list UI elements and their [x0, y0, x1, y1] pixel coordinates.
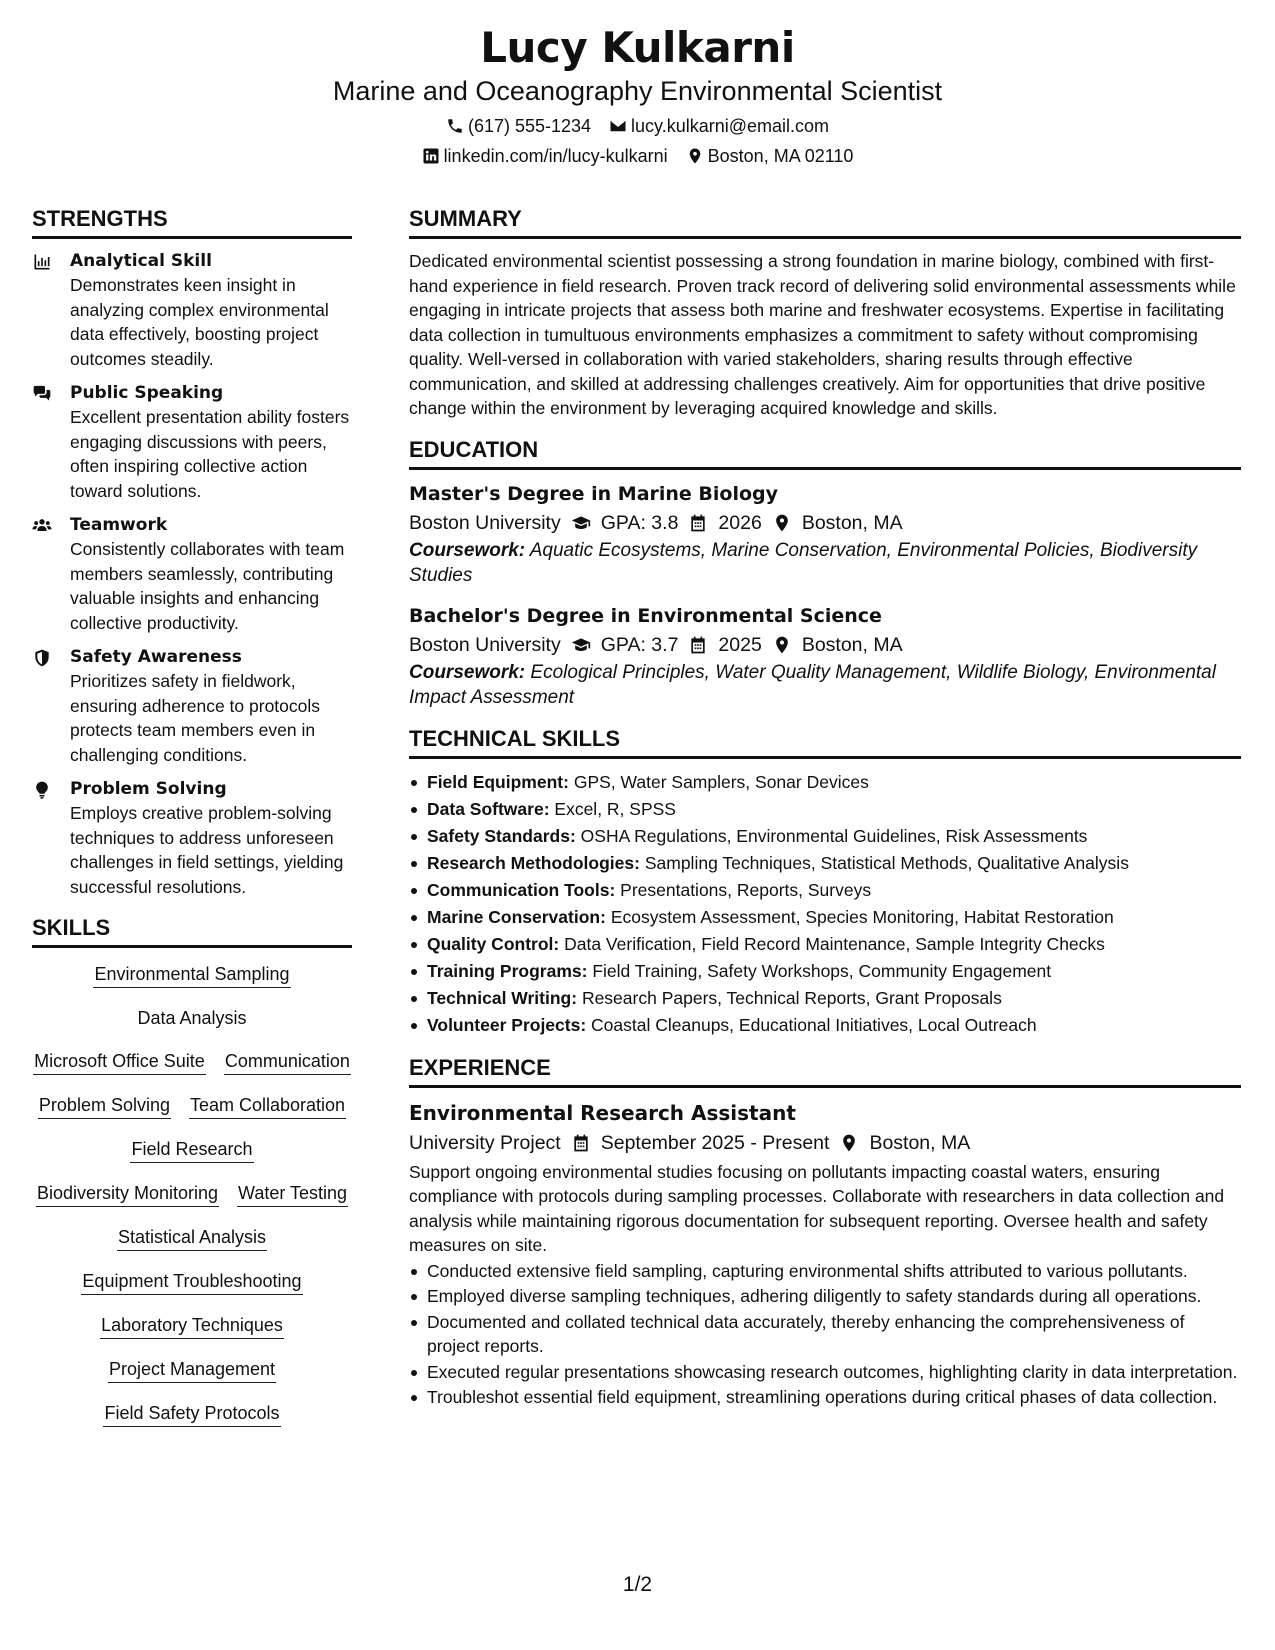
technical-skills-list: [409, 769, 1241, 1039]
school-name: Boston University: [409, 511, 561, 534]
calendar-icon: [688, 513, 708, 533]
education-entry: [409, 480, 1241, 588]
gpa-text: GPA: 3.7: [600, 633, 679, 656]
year-text: 2025: [718, 633, 762, 656]
candidate-title: Marine and Oceanography Environmental Scientist: [332, 76, 943, 106]
page-number: 1/2: [622, 1573, 653, 1596]
resume-header: [0, 22, 1275, 169]
technical-skill-value: GPS, Water Samplers, Sonar Devices: [573, 771, 869, 792]
calendar-icon: [571, 1133, 591, 1153]
technical-skill-item: [409, 823, 1241, 850]
email-contact[interactable]: [609, 113, 829, 139]
job-bullet: Documented and collated technical data accurately, thereby enhancing the comprehensiveness of project reports.: [409, 1310, 1241, 1359]
strength-title: Safety Awareness: [70, 647, 242, 667]
strength-description: Demonstrates keen insight in analyzing complex environmental data effectively, boosting project outcomes steadily.: [70, 275, 329, 369]
strength-item: [32, 513, 352, 635]
strength-description: Prioritizes safety in fieldwork, ensuring adherence to protocols protects team members even in challenging conditions.: [70, 671, 321, 765]
map-pin-icon: [772, 513, 792, 533]
skill-tag: Field Safety Protocols: [103, 1401, 280, 1427]
school-name: Boston University: [409, 633, 561, 656]
job-meta: [409, 1128, 1241, 1158]
coursework: [409, 660, 1241, 710]
technical-skill-value: Excel, R, SPSS: [554, 798, 676, 819]
technical-skill-label: Field Equipment:: [427, 771, 569, 792]
job-bullets: [409, 1259, 1241, 1410]
strength-description: Excellent presentation ability fosters engaging discussions with peers, often inspiring collective action toward solutions.: [70, 407, 350, 501]
graduation-cap-icon: [571, 513, 591, 533]
skill-tag: Equipment Troubleshooting: [81, 1269, 302, 1295]
technical-skill-item: [409, 904, 1241, 931]
bar-chart-icon: [32, 252, 52, 272]
experience-heading: EXPERIENCE: [409, 1053, 1241, 1088]
technical-skill-value: OSHA Regulations, Environmental Guidelines, Risk Assessments: [580, 825, 1088, 846]
location-text: Boston, MA 02110: [707, 146, 854, 166]
technical-skill-value: Coastal Cleanups, Educational Initiatives, Local Outreach: [591, 1014, 1037, 1035]
candidate-name: Lucy Kulkarni: [480, 23, 795, 72]
calendar-icon: [688, 635, 708, 655]
lightbulb-icon: [32, 780, 52, 800]
strength-item: [32, 249, 352, 371]
education-entry: [409, 602, 1241, 710]
technical-skill-item: [409, 877, 1241, 904]
technical-skill-value: Field Training, Safety Workshops, Community Engagement: [592, 960, 1052, 981]
year-text: 2026: [718, 511, 762, 534]
technical-skill-label: Research Methodologies:: [427, 852, 640, 873]
technical-skill-label: Marine Conservation:: [427, 906, 606, 927]
skills-heading: SKILLS: [32, 913, 352, 948]
edu-location: Boston, MA: [801, 511, 903, 534]
coursework-label: Coursework:: [409, 539, 526, 561]
job-description: Support ongoing environmental studies focusing on pollutants impacting coastal waters, ensuring compliance with protocols during sampling processes. Collaborate with researchers in data collection and analysis while maintaining rigorous documentation for subsequent reporting. Oversee health and safety measures on site.: [409, 1161, 1225, 1255]
phone-icon: [446, 117, 464, 135]
left-column: [32, 204, 352, 1427]
skill-tag: Water Testing: [237, 1181, 348, 1207]
strength-title: Teamwork: [70, 515, 168, 535]
graduation-cap-icon: [571, 635, 591, 655]
skill-tag: Laboratory Techniques: [100, 1313, 284, 1339]
technical-skill-item: [409, 985, 1241, 1012]
coursework: [409, 538, 1241, 588]
education-heading: EDUCATION: [409, 435, 1241, 470]
strength-title: Problem Solving: [70, 779, 227, 799]
skill-tag: Data Analysis: [137, 1008, 247, 1028]
technical-skills-heading: TECHNICAL SKILLS: [409, 724, 1241, 759]
skill-tag: Project Management: [108, 1357, 276, 1383]
strength-item: [32, 645, 352, 767]
skill-tag: Environmental Sampling: [93, 962, 290, 988]
technical-skill-label: Training Programs:: [427, 960, 588, 981]
contact-row-1: [0, 113, 1275, 139]
degree-title: Bachelor's Degree in Environmental Science: [409, 604, 882, 627]
skill-tag: Field Research: [130, 1137, 253, 1163]
technical-skill-value: Data Verification, Field Record Maintenance, Sample Integrity Checks: [564, 933, 1105, 954]
technical-skill-label: Technical Writing:: [427, 987, 578, 1008]
coursework-label: Coursework:: [409, 661, 526, 683]
technical-skill-item: [409, 958, 1241, 985]
map-pin-icon: [772, 635, 792, 655]
coursework-text: Ecological Principles, Water Quality Management, Wildlife Biology, Environmental Impact Assessment: [409, 661, 1216, 708]
strength-item: [32, 777, 352, 899]
job-org: University Project: [409, 1131, 561, 1154]
technical-skill-value: Presentations, Reports, Surveys: [620, 879, 872, 900]
strengths-heading: STRENGTHS: [32, 204, 352, 239]
map-pin-icon: [686, 147, 704, 165]
technical-skill-value: Sampling Techniques, Statistical Methods, Qualitative Analysis: [644, 852, 1129, 873]
job-bullet: Executed regular presentations showcasing research outcomes, highlighting clarity in data interpretation.: [409, 1360, 1241, 1385]
education-meta: [409, 630, 1241, 660]
skills-list: [32, 958, 352, 1427]
contact-row-2: [0, 143, 1275, 169]
technical-skill-value: Research Papers, Technical Reports, Grant Proposals: [581, 987, 1002, 1008]
technical-skill-item: [409, 769, 1241, 796]
technical-skill-label: Data Software:: [427, 798, 550, 819]
degree-title: Master's Degree in Marine Biology: [409, 482, 779, 505]
linkedin-icon: [422, 147, 440, 165]
technical-skill-label: Volunteer Projects:: [427, 1014, 587, 1035]
gpa-text: GPA: 3.8: [600, 511, 679, 534]
location-contact: [686, 143, 854, 169]
right-column: [409, 204, 1241, 1410]
technical-skill-item: [409, 1012, 1241, 1039]
job-dates: September 2025 - Present: [600, 1131, 830, 1154]
skill-tag: Microsoft Office Suite: [33, 1049, 206, 1075]
shield-icon: [32, 648, 52, 668]
skill-tag: Communication: [224, 1049, 351, 1075]
job-bullet: Employed diverse sampling techniques, adhering diligently to safety standards during all operations.: [409, 1284, 1241, 1309]
technical-skill-label: Safety Standards:: [427, 825, 576, 846]
strength-description: Consistently collaborates with team members seamlessly, contributing valuable insights and enhancing collective productivity.: [70, 539, 345, 633]
coursework-text: Aquatic Ecosystems, Marine Conservation, Environmental Policies, Biodiversity Studies: [409, 539, 1198, 586]
envelope-icon: [609, 117, 627, 135]
map-pin-icon: [839, 1133, 859, 1153]
strength-title: Public Speaking: [70, 383, 224, 403]
technical-skill-item: [409, 850, 1241, 877]
summary-text: Dedicated environmental scientist possessing a strong foundation in marine biology, combined with first-hand experience in field research. Proven track record of delivering solid environmental assessments while engaging in intricate projects that assess both marine and freshwater ecosystems. Expertise in facilitating data collection in tumultuous environments emphasizes a commitment to safety without compromising quality. Well-versed in collaboration with varied stakeholders, sharing results through effective communication, and skilled at addressing challenges creatively. Aim for opportunities that drive positive change within the environment by leveraging acquired knowledge and skills.: [409, 251, 1236, 418]
linkedin-text: linkedin.com/in/lucy-kulkarni: [443, 146, 668, 166]
phone-contact: [446, 113, 591, 139]
summary-heading: SUMMARY: [409, 204, 1241, 239]
technical-skill-label: Communication Tools:: [427, 879, 616, 900]
edu-location: Boston, MA: [801, 633, 903, 656]
skill-tag: Team Collaboration: [189, 1093, 346, 1119]
chat-bubbles-icon: [32, 384, 52, 404]
technical-skill-item: [409, 931, 1241, 958]
strength-description: Employs creative problem-solving techniques to address unforeseen challenges in field settings, yielding successful resolutions.: [70, 803, 344, 897]
linkedin-contact[interactable]: [422, 143, 668, 169]
skill-tag: Problem Solving: [38, 1093, 171, 1119]
job-bullet: Conducted extensive field sampling, capturing environmental shifts attributed to various pollutants.: [409, 1259, 1241, 1284]
technical-skill-value: Ecosystem Assessment, Species Monitoring, Habitat Restoration: [610, 906, 1114, 927]
skill-tag: Statistical Analysis: [117, 1225, 267, 1251]
job-location: Boston, MA: [869, 1131, 971, 1154]
technical-skill-label: Quality Control:: [427, 933, 560, 954]
skill-tag: Biodiversity Monitoring: [36, 1181, 219, 1207]
email-text: lucy.kulkarni@email.com: [631, 116, 830, 136]
phone-text: (617) 555-1234: [467, 116, 592, 136]
technical-skill-item: [409, 796, 1241, 823]
strength-item: [32, 381, 352, 503]
education-meta: [409, 508, 1241, 538]
job-title: Environmental Research Assistant: [409, 1100, 796, 1125]
experience-entry: [409, 1098, 1241, 1410]
users-icon: [32, 516, 52, 536]
job-bullet: Troubleshot essential field equipment, streamlining operations during critical phases of data collection.: [409, 1385, 1241, 1410]
strength-title: Analytical Skill: [70, 251, 212, 271]
